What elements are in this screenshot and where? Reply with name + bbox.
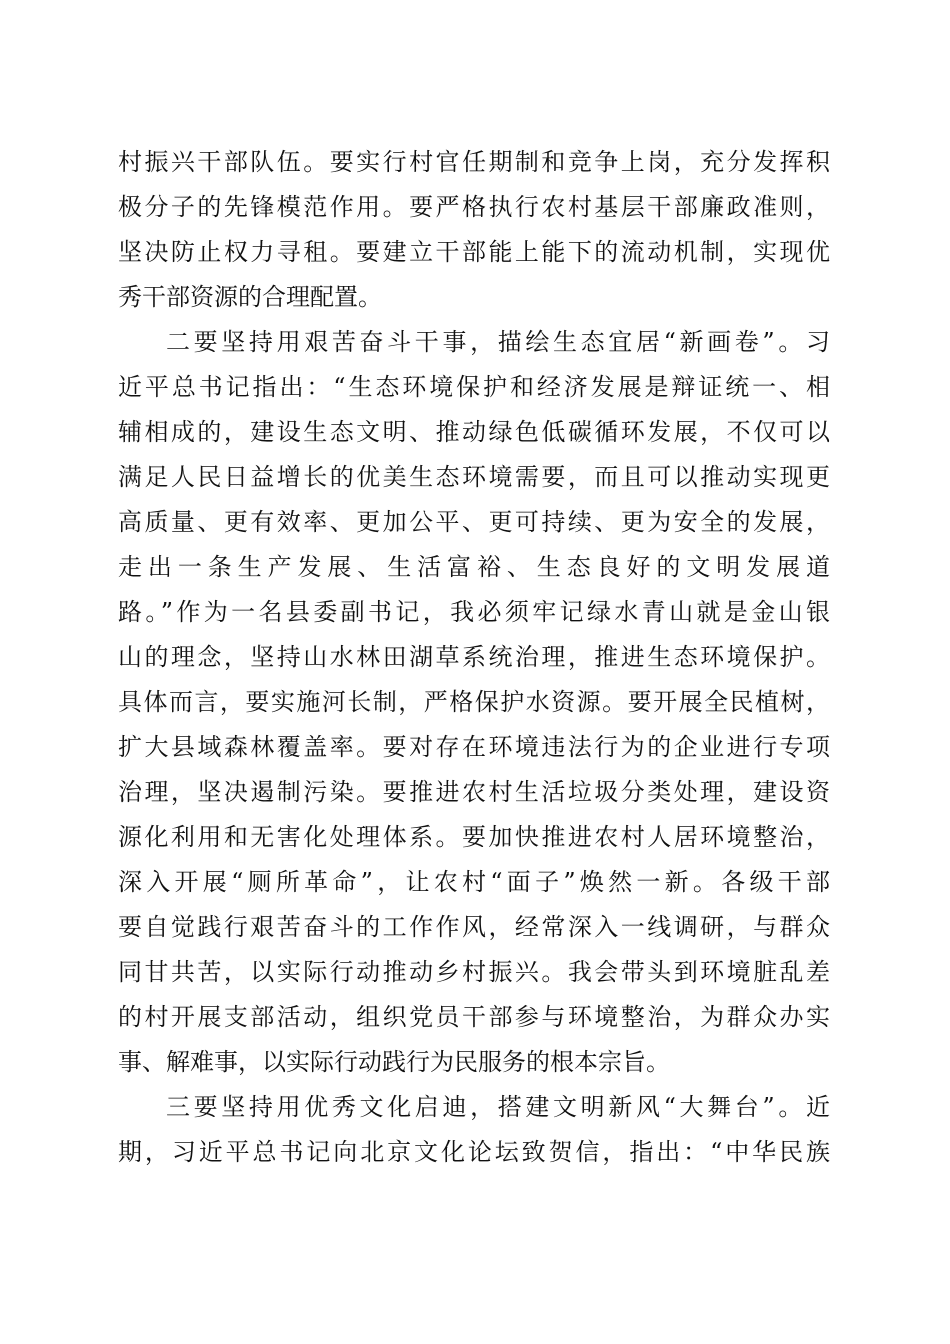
text-line: 秀干部资源的合理配置。: [118, 283, 382, 311]
text-line: 的村开展支部活动，组织党员干部参与环境整治，为群众办实: [118, 1003, 830, 1031]
text-line: 山的理念，坚持山水林田湖草系统治理，推进生态环境保护。: [118, 643, 830, 671]
text-line: 同甘共苦，以实际行动推动乡村振兴。我会带头到环境脏乱差: [118, 958, 830, 986]
text-line: 具体而言，要实施河长制，严格保护水资源。要开展全民植树，: [118, 688, 830, 716]
text-line: 坚决防止权力寻租。要建立干部能上能下的流动机制，实现优: [118, 238, 830, 266]
text-line: 三要坚持用优秀文化启迪，搭建文明新风“大舞台”。近: [166, 1093, 830, 1121]
text-line: 要自觉践行艰苦奋斗的工作作风，经常深入一线调研，与群众: [118, 913, 830, 941]
text-line: 辅相成的，建设生态文明、推动绿色低碳循环发展，不仅可以: [118, 418, 830, 446]
text-line: 期，习近平总书记向北京文化论坛致贺信，指出：“中华民族: [118, 1138, 830, 1166]
text-line: 治理，坚决遏制污染。要推进农村生活垃圾分类处理，建设资: [118, 778, 830, 806]
text-line: 二要坚持用艰苦奋斗干事，描绘生态宜居“新画卷”。习: [166, 328, 830, 356]
text-line: 近平总书记指出：“生态环境保护和经济发展是辩证统一、相: [118, 373, 830, 401]
text-line: 源化利用和无害化处理体系。要加快推进农村人居环境整治，: [118, 823, 830, 851]
text-line: 深入开展“厕所革命”，让农村“面子”焕然一新。各级干部: [118, 868, 830, 896]
text-line: 走出一条生产发展、生活富裕、生态良好的文明发展道: [118, 553, 830, 581]
text-line: 高质量、更有效率、更加公平、更可持续、更为安全的发展，: [118, 508, 830, 536]
text-line: 扩大县域森林覆盖率。要对存在环境违法行为的企业进行专项: [118, 733, 830, 761]
text-line: 事、解难事，以实际行动践行为民服务的根本宗旨。: [118, 1048, 670, 1076]
text-line: 路。”作为一名县委副书记，我必须牢记绿水青山就是金山银: [118, 598, 830, 626]
text-line: 极分子的先锋模范作用。要严格执行农村基层干部廉政准则，: [118, 193, 830, 221]
text-line: 村振兴干部队伍。要实行村官任期制和竞争上岗，充分发挥积: [118, 148, 830, 176]
document-body: [118, 140, 830, 1175]
text-line: 满足人民日益增长的优美生态环境需要，而且可以推动实现更: [118, 463, 830, 491]
